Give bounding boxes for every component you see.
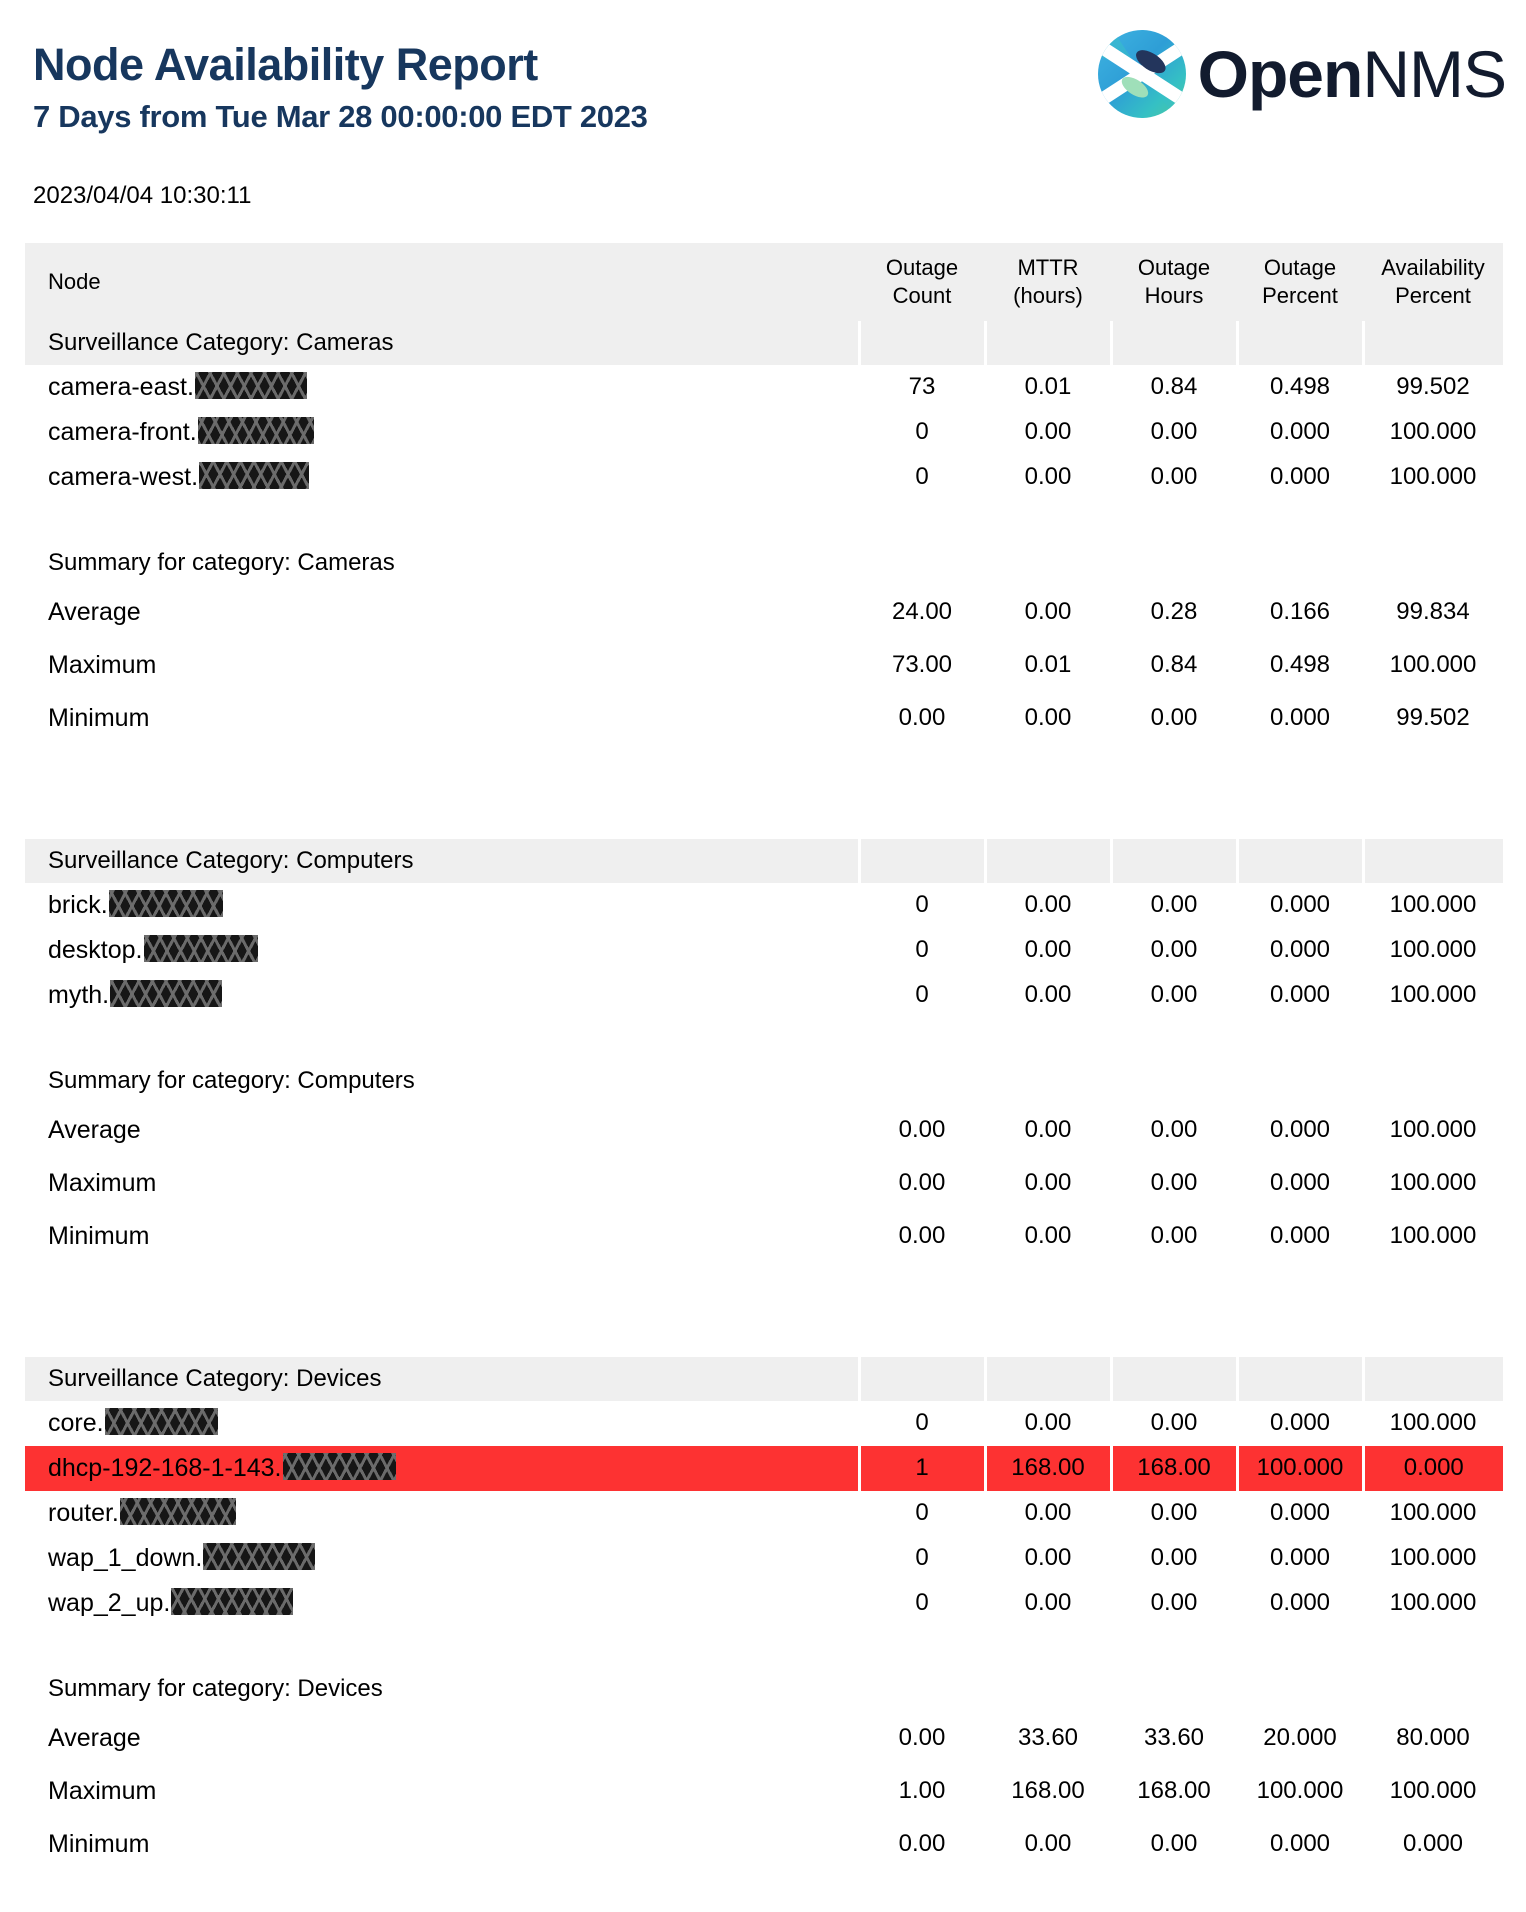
node-name-cell bbox=[25, 1491, 859, 1536]
category-band-cell bbox=[1237, 839, 1363, 883]
value-outage_count: 0 bbox=[915, 1499, 929, 1526]
summary-row-minimum bbox=[25, 692, 1503, 745]
summary-row-average bbox=[25, 1104, 1503, 1157]
redacted-hostname-block bbox=[110, 980, 222, 1007]
value-availability_percent: 100.000 bbox=[1389, 1499, 1477, 1526]
value-outage_hours: 168.00 bbox=[1111, 1446, 1237, 1491]
node-name-cell bbox=[25, 1401, 859, 1446]
summary-value-availability_percent: 99.502 bbox=[1396, 704, 1470, 731]
node-row bbox=[25, 410, 1503, 455]
summary-value-outage_percent: 0.000 bbox=[1269, 1830, 1331, 1857]
node-name: camera-west. bbox=[48, 462, 199, 491]
value-outage_hours: 0.00 bbox=[1150, 981, 1198, 1008]
summary-value-outage_percent: 0.000 bbox=[1269, 1222, 1331, 1249]
value-mttr_hours: 0.00 bbox=[1024, 463, 1072, 490]
value-outage_hours: 0.00 bbox=[1150, 1499, 1198, 1526]
value-availability_percent: 99.502 bbox=[1396, 373, 1470, 400]
value-outage_percent: 0.498 bbox=[1269, 373, 1331, 400]
spacer-cell bbox=[25, 1626, 1503, 1666]
value-availability_percent: 100.000 bbox=[1389, 981, 1477, 1008]
spacer-row bbox=[25, 1018, 1503, 1058]
surveillance-category-row bbox=[25, 321, 1503, 365]
summary-value-outage_count: 73.00 bbox=[891, 651, 953, 678]
page-title: Node Availability Report bbox=[33, 39, 538, 90]
value-outage_percent: 0.000 bbox=[1269, 1589, 1331, 1616]
node-row bbox=[25, 1491, 1503, 1536]
node-name-cell bbox=[25, 1446, 859, 1491]
value-availability_percent: 100.000 bbox=[1389, 463, 1477, 490]
value-outage_hours: 0.00 bbox=[1150, 463, 1198, 490]
summary-value-outage_hours: 0.00 bbox=[1150, 704, 1198, 731]
summary-value-availability_percent: 100.000 bbox=[1389, 1222, 1477, 1249]
spacer-row bbox=[25, 745, 1503, 839]
summary-value-outage_count: 24.00 bbox=[891, 598, 953, 625]
opennms-globe-icon bbox=[1098, 30, 1186, 118]
value-outage_hours: 0.00 bbox=[1150, 1544, 1198, 1571]
value-outage_count: 0 bbox=[915, 981, 929, 1008]
value-mttr_hours: 0.01 bbox=[1024, 373, 1072, 400]
node-name-cell bbox=[25, 1581, 859, 1626]
summary-value-mttr_hours: 0.00 bbox=[1024, 704, 1072, 731]
summary-row-average bbox=[25, 1712, 1503, 1765]
logo-text-open: Open bbox=[1197, 37, 1363, 111]
summary-value-availability_percent: 100.000 bbox=[1389, 1777, 1477, 1804]
category-band-cell bbox=[859, 839, 985, 883]
summary-title: Summary for category: Cameras bbox=[48, 548, 395, 576]
summary-value-availability_percent: 80.000 bbox=[1396, 1724, 1470, 1751]
value-outage_hours: 0.00 bbox=[1150, 1409, 1198, 1436]
spacer-cell bbox=[25, 1263, 1503, 1357]
value-availability_percent: 100.000 bbox=[1389, 418, 1477, 445]
value-outage_percent: 0.000 bbox=[1269, 1409, 1331, 1436]
summary-row-label: Average bbox=[48, 1115, 141, 1144]
surveillance-category-label: Surveillance Category: Cameras bbox=[25, 321, 859, 365]
value-availability_percent: 100.000 bbox=[1389, 1589, 1477, 1616]
summary-row-label: Maximum bbox=[48, 1168, 157, 1197]
value-outage_hours: 0.00 bbox=[1150, 936, 1198, 963]
summary-value-outage_count: 0.00 bbox=[898, 1724, 946, 1751]
value-outage_percent: 0.000 bbox=[1269, 1544, 1331, 1571]
summary-value-outage_hours: 0.28 bbox=[1150, 598, 1198, 625]
redacted-hostname-block bbox=[171, 1588, 293, 1615]
node-name-cell bbox=[25, 365, 859, 410]
value-availability_percent: 100.000 bbox=[1389, 891, 1477, 918]
value-availability_percent: 0.000 bbox=[1363, 1446, 1503, 1491]
summary-row-label: Minimum bbox=[48, 1829, 150, 1858]
value-mttr_hours: 0.00 bbox=[1024, 418, 1072, 445]
summary-value-outage_hours: 33.60 bbox=[1143, 1724, 1205, 1751]
surveillance-category-label: Surveillance Category: Devices bbox=[25, 1357, 859, 1401]
redacted-hostname-block bbox=[203, 1543, 315, 1570]
redacted-hostname-block bbox=[198, 417, 314, 444]
summary-row-minimum bbox=[25, 1818, 1503, 1871]
value-availability_percent: 100.000 bbox=[1389, 936, 1477, 963]
value-outage_hours: 0.00 bbox=[1150, 891, 1198, 918]
report-header bbox=[0, 28, 1526, 135]
node-name: core. bbox=[48, 1408, 104, 1437]
col-header-outage_hours bbox=[1111, 243, 1237, 321]
node-name-cell bbox=[25, 928, 859, 973]
summary-value-mttr_hours: 0.00 bbox=[1024, 1116, 1072, 1143]
opennms-logo bbox=[1098, 28, 1508, 118]
category-band-cell bbox=[985, 321, 1111, 365]
summary-value-mttr_hours: 33.60 bbox=[1017, 1724, 1079, 1751]
summary-value-outage_count: 0.00 bbox=[898, 1830, 946, 1857]
col-header-line: Percent bbox=[1395, 282, 1471, 308]
node-name: wap_2_up. bbox=[48, 1588, 171, 1617]
title-block bbox=[33, 28, 648, 135]
summary-value-outage_percent: 0.166 bbox=[1269, 598, 1331, 625]
summary-value-outage_percent: 20.000 bbox=[1263, 1724, 1337, 1751]
value-mttr_hours: 0.00 bbox=[1024, 1499, 1072, 1526]
value-outage_count: 73 bbox=[908, 373, 936, 400]
summary-value-outage_hours: 0.00 bbox=[1150, 1169, 1198, 1196]
node-row bbox=[25, 365, 1503, 410]
col-header-mttr_hours bbox=[985, 243, 1111, 321]
col-header-node bbox=[25, 243, 859, 321]
node-name: router. bbox=[48, 1498, 119, 1527]
availability-table bbox=[25, 243, 1503, 1871]
summary-row-label: Maximum bbox=[48, 1776, 157, 1805]
col-header-line: Hours bbox=[1144, 282, 1204, 308]
value-outage_count: 0 bbox=[915, 936, 929, 963]
report-date-range: 7 Days from Tue Mar 28 00:00:00 EDT 2023 bbox=[33, 98, 648, 134]
col-header-line: Count bbox=[892, 282, 952, 308]
value-mttr_hours: 0.00 bbox=[1024, 1544, 1072, 1571]
redacted-hostname-block bbox=[144, 935, 258, 962]
value-mttr_hours: 0.00 bbox=[1024, 981, 1072, 1008]
value-mttr_hours: 168.00 bbox=[985, 1446, 1111, 1491]
value-outage_percent: 0.000 bbox=[1269, 936, 1331, 963]
summary-row-average bbox=[25, 586, 1503, 639]
spacer-row bbox=[25, 1263, 1503, 1357]
summary-value-availability_percent: 100.000 bbox=[1389, 1169, 1477, 1196]
category-band-cell bbox=[1363, 839, 1503, 883]
category-band-cell bbox=[1111, 839, 1237, 883]
summary-row-label: Average bbox=[48, 597, 141, 626]
category-band-cell bbox=[985, 1357, 1111, 1401]
spacer-row bbox=[25, 500, 1503, 540]
value-mttr_hours: 0.00 bbox=[1024, 1589, 1072, 1616]
summary-value-availability_percent: 100.000 bbox=[1389, 651, 1477, 678]
summary-value-outage_count: 0.00 bbox=[898, 1116, 946, 1143]
value-outage_count: 0 bbox=[915, 463, 929, 490]
spacer-cell bbox=[25, 500, 1503, 540]
value-outage_count: 0 bbox=[915, 418, 929, 445]
node-name-cell bbox=[25, 1536, 859, 1581]
value-outage_percent: 0.000 bbox=[1269, 418, 1331, 445]
value-outage_count: 1 bbox=[859, 1446, 985, 1491]
value-outage_percent: 0.000 bbox=[1269, 1499, 1331, 1526]
summary-row-minimum bbox=[25, 1210, 1503, 1263]
summary-value-outage_hours: 0.84 bbox=[1150, 651, 1198, 678]
value-mttr_hours: 0.00 bbox=[1024, 891, 1072, 918]
redacted-hostname-block bbox=[283, 1453, 396, 1480]
redacted-hostname-block bbox=[105, 1408, 218, 1435]
summary-value-mttr_hours: 0.00 bbox=[1024, 1222, 1072, 1249]
value-outage_count: 0 bbox=[915, 1409, 929, 1436]
category-band-cell bbox=[1237, 321, 1363, 365]
value-outage_count: 0 bbox=[915, 891, 929, 918]
node-name: brick. bbox=[48, 890, 108, 919]
summary-row-label: Minimum bbox=[48, 703, 150, 732]
node-row bbox=[25, 973, 1503, 1018]
node-row bbox=[25, 1581, 1503, 1626]
category-band-cell bbox=[1363, 1357, 1503, 1401]
summary-value-mttr_hours: 0.00 bbox=[1024, 1830, 1072, 1857]
col-header-line: Node bbox=[48, 268, 101, 294]
value-outage_percent: 0.000 bbox=[1269, 981, 1331, 1008]
col-header-line: Outage bbox=[1263, 255, 1337, 280]
summary-value-availability_percent: 0.000 bbox=[1402, 1830, 1464, 1857]
node-name: myth. bbox=[48, 980, 110, 1009]
value-mttr_hours: 0.00 bbox=[1024, 1409, 1072, 1436]
value-outage_percent: 100.000 bbox=[1237, 1446, 1363, 1491]
value-outage_percent: 0.000 bbox=[1269, 463, 1331, 490]
value-mttr_hours: 0.00 bbox=[1024, 936, 1072, 963]
node-name: camera-front. bbox=[48, 417, 197, 446]
surveillance-category-row bbox=[25, 1357, 1503, 1401]
node-row bbox=[25, 455, 1503, 500]
summary-value-outage_hours: 168.00 bbox=[1137, 1777, 1211, 1804]
summary-value-outage_hours: 0.00 bbox=[1150, 1222, 1198, 1249]
node-name-cell bbox=[25, 410, 859, 455]
node-row bbox=[25, 928, 1503, 973]
redacted-hostname-block bbox=[195, 372, 307, 399]
summary-value-outage_count: 1.00 bbox=[898, 1777, 946, 1804]
summary-value-mttr_hours: 168.00 bbox=[1011, 1777, 1085, 1804]
category-band-cell bbox=[1363, 321, 1503, 365]
summary-value-availability_percent: 99.834 bbox=[1396, 598, 1470, 625]
value-outage_count: 0 bbox=[915, 1589, 929, 1616]
summary-value-mttr_hours: 0.00 bbox=[1024, 1169, 1072, 1196]
spacer-row bbox=[25, 1626, 1503, 1666]
node-name: desktop. bbox=[48, 935, 143, 964]
redacted-hostname-block bbox=[120, 1498, 236, 1525]
node-row bbox=[25, 1401, 1503, 1446]
surveillance-category-label: Surveillance Category: Computers bbox=[25, 839, 859, 883]
logo-text-nms: NMS bbox=[1362, 37, 1506, 111]
summary-title-row bbox=[25, 1058, 1503, 1104]
node-name: wap_1_down. bbox=[48, 1543, 203, 1572]
node-name: dhcp-192-168-1-143. bbox=[48, 1453, 282, 1482]
col-header-line: Outage bbox=[1137, 255, 1211, 280]
value-outage_hours: 0.84 bbox=[1150, 373, 1198, 400]
summary-title: Summary for category: Computers bbox=[48, 1066, 415, 1094]
summary-value-availability_percent: 100.000 bbox=[1389, 1116, 1477, 1143]
category-band-cell bbox=[1111, 1357, 1237, 1401]
summary-value-outage_hours: 0.00 bbox=[1150, 1830, 1198, 1857]
summary-row-label: Maximum bbox=[48, 650, 157, 679]
summary-title-row bbox=[25, 1666, 1503, 1712]
category-band-cell bbox=[1111, 321, 1237, 365]
summary-row-maximum bbox=[25, 1157, 1503, 1210]
summary-value-outage_percent: 0.000 bbox=[1269, 1169, 1331, 1196]
col-header-outage_percent bbox=[1237, 243, 1363, 321]
summary-value-outage_percent: 100.000 bbox=[1256, 1777, 1344, 1804]
node-name-cell bbox=[25, 973, 859, 1018]
col-header-line: MTTR bbox=[1017, 255, 1079, 280]
summary-value-outage_percent: 0.000 bbox=[1269, 704, 1331, 731]
value-outage_percent: 0.000 bbox=[1269, 891, 1331, 918]
value-outage_count: 0 bbox=[915, 1544, 929, 1571]
spacer-cell bbox=[25, 1018, 1503, 1058]
node-name: camera-east. bbox=[48, 372, 194, 401]
node-row bbox=[25, 883, 1503, 928]
category-band-cell bbox=[859, 1357, 985, 1401]
summary-value-outage_hours: 0.00 bbox=[1150, 1116, 1198, 1143]
node-name-cell bbox=[25, 883, 859, 928]
category-band-cell bbox=[1237, 1357, 1363, 1401]
value-outage_hours: 0.00 bbox=[1150, 418, 1198, 445]
summary-title: Summary for category: Devices bbox=[48, 1674, 383, 1702]
summary-row-maximum bbox=[25, 1765, 1503, 1818]
summary-row-maximum bbox=[25, 639, 1503, 692]
value-availability_percent: 100.000 bbox=[1389, 1409, 1477, 1436]
surveillance-category-row bbox=[25, 839, 1503, 883]
summary-value-outage_count: 0.00 bbox=[898, 704, 946, 731]
node-name-cell bbox=[25, 455, 859, 500]
node-row bbox=[25, 1536, 1503, 1581]
summary-row-label: Average bbox=[48, 1723, 141, 1752]
summary-value-outage_percent: 0.000 bbox=[1269, 1116, 1331, 1143]
col-header-line: Percent bbox=[1262, 282, 1338, 308]
col-header-line: Outage bbox=[885, 255, 959, 280]
col-header-line: Availability bbox=[1381, 255, 1485, 280]
value-outage_hours: 0.00 bbox=[1150, 1589, 1198, 1616]
generated-timestamp: 2023/04/04 10:30:11 bbox=[33, 181, 252, 209]
opennms-logo-text bbox=[1198, 36, 1506, 112]
category-band-cell bbox=[985, 839, 1111, 883]
col-header-availability_percent bbox=[1363, 243, 1503, 321]
redacted-hostname-block bbox=[109, 890, 223, 917]
summary-value-mttr_hours: 0.00 bbox=[1024, 598, 1072, 625]
col-header-outage_count bbox=[859, 243, 985, 321]
value-availability_percent: 100.000 bbox=[1389, 1544, 1477, 1571]
summary-value-outage_count: 0.00 bbox=[898, 1222, 946, 1249]
spacer-cell bbox=[25, 745, 1503, 839]
node-row-outage-highlight bbox=[25, 1446, 1503, 1491]
redacted-hostname-block bbox=[199, 462, 309, 489]
table-header-row bbox=[25, 243, 1503, 321]
col-header-line: (hours) bbox=[1013, 282, 1083, 308]
summary-title-row bbox=[25, 540, 1503, 586]
summary-value-outage_count: 0.00 bbox=[898, 1169, 946, 1196]
summary-value-mttr_hours: 0.01 bbox=[1024, 651, 1072, 678]
summary-row-label: Minimum bbox=[48, 1221, 150, 1250]
category-band-cell bbox=[859, 321, 985, 365]
summary-value-outage_percent: 0.498 bbox=[1269, 651, 1331, 678]
